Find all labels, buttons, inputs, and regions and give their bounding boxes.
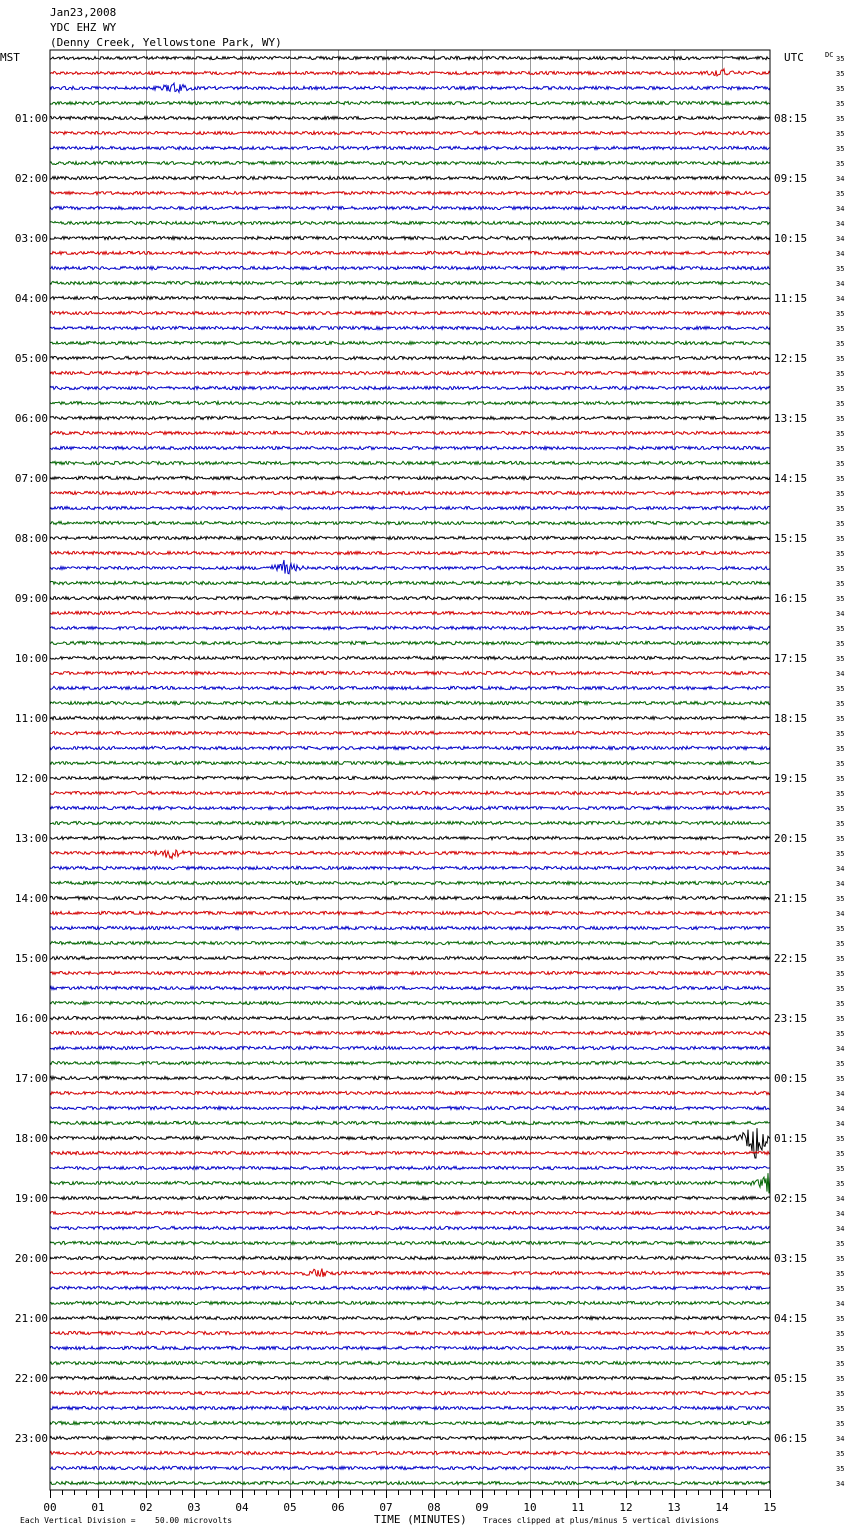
seismogram-trace [50,69,770,76]
seismogram-trace [50,326,770,329]
dc-offset-label: 35 [836,1060,845,1068]
dc-offset-label: 34 [836,280,845,288]
dc-offset-label: 35 [836,130,845,138]
left-hour-label: 21:00 [14,1312,48,1325]
left-hour-label: 09:00 [14,592,48,605]
right-timezone-label: UTC [784,51,804,64]
dc-offset-label: 35 [836,70,845,78]
x-tick-label: 04 [235,1501,249,1514]
seismogram-trace [50,521,770,524]
right-hour-label: 15:15 [774,532,808,545]
seismogram-trace [50,1466,770,1469]
seismogram-trace [50,1061,770,1064]
seismogram-trace [50,1406,770,1409]
dc-offset-label: 34 [836,1120,845,1128]
seismogram-trace [50,1226,770,1229]
left-hour-label: 10:00 [14,652,48,665]
left-hour-label: 20:00 [14,1252,48,1265]
left-hour-label: 19:00 [14,1192,48,1205]
seismogram-trace [50,641,770,644]
x-axis-ticks [43,1490,776,1514]
seismogram-trace [50,1436,770,1439]
seismogram-trace [50,1076,770,1079]
right-hour-label: 23:15 [774,1012,808,1025]
dc-offset-label: 35 [836,820,845,828]
dc-offset-label: 34 [836,295,845,303]
seismogram-trace [50,560,770,574]
x-tick-label: 01 [91,1501,105,1514]
dc-offset-label: 35 [836,190,845,198]
station-label: YDC EHZ WY [50,21,117,34]
dc-offset-label: 35 [836,760,845,768]
left-timezone-label: MST [0,51,20,64]
right-hour-label: 03:15 [774,1252,808,1265]
seismogram-trace [50,1016,770,1019]
clip-note: Traces clipped at plus/minus 5 vertical divisions [483,1516,720,1525]
x-tick-label: 10 [523,1501,537,1514]
seismogram-trace [50,1481,770,1484]
dc-offset-label: 34 [836,235,845,243]
left-hour-label: 04:00 [14,292,48,305]
dc-offset-label: 34 [836,205,845,213]
dc-offset-label: 35 [836,700,845,708]
right-hour-label: 22:15 [774,952,808,965]
seismogram-trace [50,1106,770,1109]
left-hour-label: 16:00 [14,1012,48,1025]
dc-offset-label: 35 [836,265,845,273]
seismogram-trace [50,251,770,254]
dc-offset-label: 35 [836,940,845,948]
dc-offset-label: 35 [836,1135,845,1143]
dc-offset-label: 35 [836,460,845,468]
dc-offset-label: 34 [836,670,845,678]
dc-offset-label: 34 [836,1105,845,1113]
seismogram-trace [50,1451,770,1454]
right-hour-label: 13:15 [774,412,808,425]
seismogram-trace [50,731,770,734]
dc-offset-label: 35 [836,1270,845,1278]
seismogram-trace [50,221,770,224]
dc-offset-label: 35 [836,790,845,798]
seismogram-trace [50,176,770,179]
dc-offset-label: 35 [836,640,845,648]
seismogram-trace [50,83,770,92]
seismogram-trace [50,671,770,674]
dc-offset-label: 35 [836,505,845,513]
right-hour-label: 02:15 [774,1192,808,1205]
seismogram-trace [50,1046,770,1049]
dc-offset-label: 35 [836,535,845,543]
seismogram-trace [50,281,770,284]
right-hour-label: 12:15 [774,352,808,365]
seismogram-trace [50,1286,770,1289]
right-hour-label: 20:15 [774,832,808,845]
dc-offset-label: 34 [836,1435,845,1443]
x-tick-label: 13 [667,1501,681,1514]
seismogram-trace [50,1151,770,1154]
seismogram-trace [50,506,770,509]
seismogram-trace [50,56,770,59]
trace-group [50,56,770,1484]
dc-offset-label: 34 [836,910,845,918]
x-tick-label: 11 [571,1501,585,1514]
dc-offset-label: 35 [836,955,845,963]
seismogram-trace [50,1241,770,1244]
right-hour-label: 05:15 [774,1372,808,1385]
dc-offset-label: 34 [836,1210,845,1218]
seismogram-trace [50,1391,770,1394]
left-hour-label: 22:00 [14,1372,48,1385]
seismogram-trace [50,1331,770,1334]
seismogram-trace [50,821,770,824]
dc-offset-label: 35 [836,655,845,663]
dc-offset-label: 34 [836,1195,845,1203]
dc-offset-label: 35 [836,145,845,153]
seismogram-trace [50,1091,770,1094]
seismogram-trace [50,491,770,494]
dc-offset-label: 35 [836,1240,845,1248]
seismogram-trace [50,746,770,749]
seismogram-trace [50,761,770,764]
seismogram-trace [50,1421,770,1424]
seismogram-trace [50,701,770,704]
seismogram-trace [50,1166,770,1169]
seismogram-trace [50,311,770,314]
seismogram-trace [50,611,770,614]
dc-offset-label: 35 [836,370,845,378]
seismogram-trace [50,866,770,869]
dc-offset-label: 35 [836,1390,845,1398]
seismogram-trace [50,1001,770,1004]
seismogram-trace [50,161,770,164]
seismogram-trace [50,551,770,554]
seismogram-trace [50,656,770,659]
seismogram-trace [50,1173,770,1193]
seismogram-trace [50,101,770,104]
dc-offset-label: 35 [836,1015,845,1023]
seismogram-trace [50,986,770,989]
dc-offset-label: 35 [836,1375,845,1383]
x-tick-label: 14 [715,1501,729,1514]
x-tick-label: 08 [427,1501,441,1514]
left-hour-label: 01:00 [14,112,48,125]
dc-offset-label: 34 [836,175,845,183]
seismogram-trace [50,581,770,584]
dc-header-label: DC [825,51,834,59]
right-hour-label: 10:15 [774,232,808,245]
left-hour-label: 03:00 [14,232,48,245]
seismogram-trace [50,266,770,269]
seismogram-trace [50,1361,770,1364]
seismogram-trace [50,881,770,884]
right-hour-label: 08:15 [774,112,808,125]
seismogram-trace [50,191,770,194]
right-hour-label: 19:15 [774,772,808,785]
location-label: (Denny Creek, Yellowstone Park, WY) [50,36,282,49]
dc-offset-label: 35 [836,490,845,498]
dc-offset-label: 35 [836,985,845,993]
seismogram-trace [50,596,770,599]
right-hour-label: 11:15 [774,292,808,305]
seismogram-trace [50,1211,770,1214]
seismogram-trace [50,1196,770,1199]
seismogram-trace [50,131,770,134]
dc-offset-label: 35 [836,625,845,633]
dc-offset-label: 35 [836,1285,845,1293]
right-hour-label: 09:15 [774,172,808,185]
dc-offset-label: 35 [836,385,845,393]
dc-offset-label: 35 [836,925,845,933]
left-hour-label: 06:00 [14,412,48,425]
dc-offset-label: 34 [836,610,845,618]
seismogram-trace [50,476,770,479]
seismogram-trace [50,206,770,209]
right-hour-label: 17:15 [774,652,808,665]
dc-offset-label: 35 [836,580,845,588]
dc-offset-label: 35 [836,1330,845,1338]
left-hour-label: 23:00 [14,1432,48,1445]
dc-offset-label: 35 [836,1420,845,1428]
seismogram-trace [50,1031,770,1034]
x-axis-title: TIME (MINUTES) [374,1513,467,1526]
dc-offset-label: 35 [836,1450,845,1458]
right-hour-label: 04:15 [774,1312,808,1325]
dc-offset-label: 34 [836,1225,845,1233]
seismogram-trace [50,416,770,419]
dc-offset-label: 35 [836,1150,845,1158]
dc-offset-label: 35 [836,775,845,783]
dc-offset-label: 35 [836,895,845,903]
seismogram-trace [50,1256,770,1259]
dc-offset-label: 35 [836,1405,845,1413]
seismogram-trace [50,401,770,404]
date-label: Jan23,2008 [50,6,117,19]
seismogram-trace [50,926,770,929]
seismogram-trace [50,371,770,374]
seismogram-trace [50,836,770,839]
dc-offset-label: 35 [836,1165,845,1173]
seismogram-trace [50,971,770,974]
left-hour-label: 08:00 [14,532,48,545]
x-tick-label: 15 [763,1501,777,1514]
seismogram-trace [50,941,770,944]
dc-offset-label: 35 [836,55,845,63]
seismogram-trace [50,1121,770,1124]
seismogram-trace [50,116,770,119]
dc-offset-label: 35 [836,685,845,693]
right-hour-label: 18:15 [774,712,808,725]
dc-offset-label: 34 [836,220,845,228]
dc-offset-label: 35 [836,355,845,363]
dc-offset-label: 34 [836,1045,845,1053]
dc-offset-label: 35 [836,415,845,423]
left-hour-label: 07:00 [14,472,48,485]
left-hour-label: 02:00 [14,172,48,185]
x-tick-label: 09 [475,1501,489,1514]
right-hour-label: 00:15 [774,1072,808,1085]
left-hour-label: 15:00 [14,952,48,965]
left-hour-label: 14:00 [14,892,48,905]
seismogram-trace [50,431,770,434]
dc-offset-label: 35 [836,550,845,558]
x-tick-label: 07 [379,1501,393,1514]
dc-offset-label: 35 [836,850,845,858]
dc-offset-label: 35 [836,1345,845,1353]
seismogram-trace [50,686,770,689]
dc-offset-label: 35 [836,1030,845,1038]
left-hour-label: 13:00 [14,832,48,845]
dc-offset-label: 35 [836,340,845,348]
seismogram-trace [50,626,770,629]
dc-offset-label: 35 [836,1000,845,1008]
right-hour-label: 14:15 [774,472,808,485]
dc-offset-label: 35 [836,475,845,483]
left-hour-label: 05:00 [14,352,48,365]
dc-offset-label: 35 [836,715,845,723]
seismogram-trace [50,956,770,959]
x-tick-label: 05 [283,1501,297,1514]
dc-offset-label: 34 [836,1300,845,1308]
scale-value: 50.00 microvolts [155,1516,233,1525]
seismogram-trace [50,236,770,239]
dc-offset-label: 35 [836,445,845,453]
scale-text: Each Vertical Division = [20,1516,136,1525]
seismogram-trace [50,341,770,344]
dc-offset-label: 35 [836,400,845,408]
left-hour-label: 18:00 [14,1132,48,1145]
dc-offset-label: 35 [836,1180,845,1188]
x-tick-label: 02 [139,1501,153,1514]
seismogram-trace [50,1376,770,1379]
seismogram-trace [50,446,770,449]
left-hour-label: 12:00 [14,772,48,785]
dc-offset-label: 34 [836,880,845,888]
dc-offset-label: 35 [836,430,845,438]
seismogram-trace [50,806,770,809]
dc-offset-label: 35 [836,745,845,753]
dc-offset-label: 35 [836,520,845,528]
seismogram-trace [50,296,770,299]
seismogram-trace [50,716,770,719]
x-tick-label: 03 [187,1501,201,1514]
seismogram-trace [50,1346,770,1349]
seismogram-trace [50,356,770,359]
right-hour-label: 21:15 [774,892,808,905]
dc-offset-label: 35 [836,325,845,333]
seismogram-trace [50,911,770,914]
seismogram-trace [50,1301,770,1304]
dc-offset-label: 35 [836,1360,845,1368]
x-tick-label: 12 [619,1501,633,1514]
dc-offset-label: 35 [836,1465,845,1473]
dc-offset-label: 35 [836,835,845,843]
dc-offset-label: 35 [836,1075,845,1083]
dc-offset-label: 34 [836,865,845,873]
right-hour-label: 01:15 [774,1132,808,1145]
dc-offset-label: 35 [836,85,845,93]
dc-offset-label: 35 [836,310,845,318]
seismogram-trace [50,1269,770,1278]
dc-offset-label: 35 [836,1255,845,1263]
dc-offset-label: 35 [836,100,845,108]
right-hour-label: 16:15 [774,592,808,605]
dc-offset-label: 34 [836,250,845,258]
dc-offset-label: 34 [836,1090,845,1098]
seismogram-trace [50,386,770,389]
x-tick-label: 00 [43,1501,57,1514]
seismogram-trace [50,776,770,779]
seismogram-trace [50,146,770,149]
seismogram-trace [50,791,770,794]
left-hour-label: 17:00 [14,1072,48,1085]
seismogram-trace [50,461,770,464]
dc-offset-label: 35 [836,595,845,603]
seismogram-trace [50,850,770,859]
right-hour-label: 06:15 [774,1432,808,1445]
dc-offset-label: 35 [836,970,845,978]
dc-offset-label: 35 [836,115,845,123]
dc-offset-label: 35 [836,805,845,813]
dc-offset-label: 35 [836,160,845,168]
dc-offset-label: 35 [836,565,845,573]
dc-offset-label: 35 [836,730,845,738]
seismogram-trace [50,896,770,899]
x-tick-label: 06 [331,1501,345,1514]
seismogram-trace [50,1316,770,1319]
dc-offset-label: 34 [836,1480,845,1488]
seismogram-trace [50,536,770,539]
dc-offset-label: 35 [836,1315,845,1323]
left-hour-label: 11:00 [14,712,48,725]
